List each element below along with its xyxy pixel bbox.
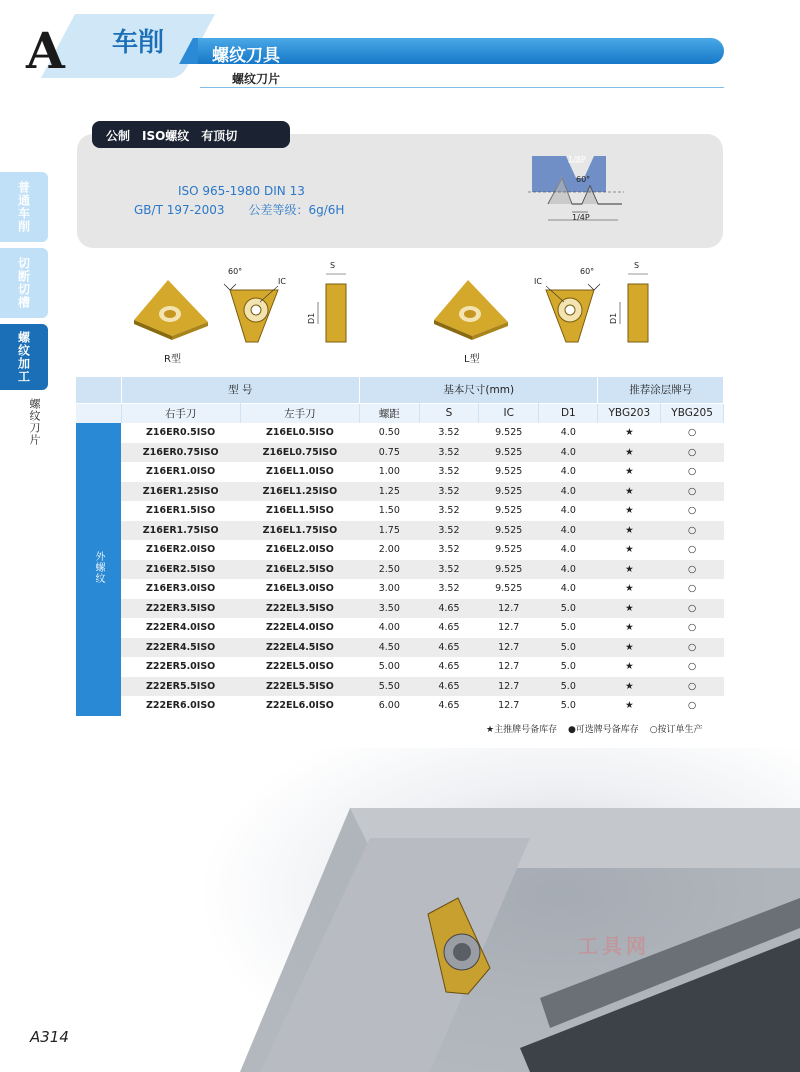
ybg203-cell: ★ (598, 638, 661, 658)
l-insert-top-view (530, 262, 606, 348)
pitch-cell: 1.50 (378, 505, 400, 517)
ybg205-cell: ○ (687, 661, 697, 673)
d1-cell: 4.0 (560, 583, 576, 595)
section-letter: A (26, 21, 65, 80)
right-hand-model: Z16ER1.25ISO (121, 482, 240, 502)
pitch-cell: 5.50 (360, 677, 420, 697)
legend (486, 722, 711, 735)
r-insert-top-view (218, 262, 294, 348)
r-insert-side-view (300, 258, 350, 348)
d1-cell: 4.0 (560, 427, 576, 439)
pitch-cell: 1.00 (378, 466, 400, 478)
ybg205-cell: ○ (661, 482, 724, 502)
table-row (76, 443, 724, 463)
left-hand-model: Z22EL4.5ISO (240, 638, 359, 658)
right-hand-model: Z16ER1.0ISO (146, 466, 216, 478)
ybg203-cell: ★ (598, 482, 661, 502)
watermark: 工具网 (578, 934, 650, 958)
pitch-cell: 0.50 (378, 427, 400, 439)
d1-cell: 4.0 (539, 443, 598, 463)
d1-cell: 5.0 (539, 599, 598, 619)
pitch-cell: 3.00 (378, 583, 400, 595)
pitch-cell: 4.50 (360, 638, 420, 658)
s-cell: 3.52 (438, 544, 460, 556)
table-row (76, 560, 724, 580)
d1-cell: 5.0 (560, 661, 576, 673)
pitch-cell: 2.50 (360, 560, 420, 580)
right-hand-model: Z22ER6.0ISO (146, 700, 216, 712)
d1-cell: 5.0 (560, 622, 576, 634)
ic-cell: 9.525 (495, 583, 523, 595)
header-ybg203: YBG203 (598, 403, 661, 423)
page-number: A314 (30, 1028, 69, 1046)
left-hand-model: Z16EL3.0ISO (265, 583, 334, 595)
d1-cell: 4.0 (539, 521, 598, 541)
d1-cell: 4.0 (539, 482, 598, 502)
thread-profile-diagram (528, 152, 624, 232)
left-hand-model: Z22EL3.5ISO (240, 599, 359, 619)
section-title: 车削 (112, 28, 165, 58)
pitch-cell: 1.75 (360, 521, 420, 541)
r-s-label: S (330, 261, 336, 270)
left-hand-model: Z22EL5.5ISO (240, 677, 359, 697)
left-hand-model: Z16EL1.75ISO (240, 521, 359, 541)
header-d1: D1 (539, 403, 598, 423)
table-row (76, 638, 724, 658)
right-hand-model: Z22ER3.5ISO (121, 599, 240, 619)
header-ybg205: YBG205 (661, 403, 724, 423)
ic-cell: 12.7 (479, 638, 539, 658)
r-insert-photo (128, 276, 212, 340)
spec-table-wrap (76, 377, 724, 716)
ybg205-cell: ○ (661, 677, 724, 697)
d1-cell: 4.0 (560, 466, 576, 478)
table-row (76, 579, 724, 599)
ybg205-cell: ○ (661, 521, 724, 541)
table-row (76, 501, 724, 521)
ic-cell: 9.525 (479, 443, 539, 463)
header-blank (76, 377, 121, 403)
right-hand-model: Z16ER2.0ISO (146, 544, 216, 556)
legend-circle: ○按订单生产 (649, 725, 703, 735)
ic-cell: 9.525 (495, 466, 523, 478)
pitch-cell: 3.50 (360, 599, 420, 619)
ic-cell: 9.525 (479, 482, 539, 502)
left-hand-model: Z16EL0.75ISO (240, 443, 359, 463)
right-hand-model: Z22ER5.0ISO (146, 661, 216, 673)
left-hand-model: Z22EL4.0ISO (265, 622, 334, 634)
ic-cell: 12.7 (498, 700, 520, 712)
standard-line-2 (134, 201, 344, 218)
ybg203-cell: ★ (625, 622, 634, 634)
ybg205-cell: ○ (661, 443, 724, 463)
spec-table-body (76, 423, 724, 716)
table-row (76, 599, 724, 619)
table-row (76, 677, 724, 697)
r-type-label: R型 (164, 354, 181, 365)
spec-panel (77, 134, 723, 248)
d1-cell: 5.0 (560, 700, 576, 712)
left-hand-model: Z22EL5.0ISO (265, 661, 334, 673)
pitch-cell: 2.00 (378, 544, 400, 556)
header-right-hand: 右手刀 (121, 403, 240, 423)
ic-cell: 12.7 (498, 622, 520, 634)
header-ic: IC (479, 403, 539, 423)
right-hand-model: Z16ER1.75ISO (121, 521, 240, 541)
ic-cell: 12.7 (479, 599, 539, 619)
pitch-cell: 6.00 (378, 700, 400, 712)
subcategory-title: 螺纹刀片 (232, 72, 281, 86)
l-angle-label: 60° (580, 267, 595, 276)
external-thread-label: 外螺纹 (76, 423, 121, 716)
header-s: S (419, 403, 479, 423)
ic-cell: 9.525 (495, 427, 523, 439)
ybg203-cell: ★ (598, 599, 661, 619)
left-hand-model: Z16EL2.5ISO (240, 560, 359, 580)
left-hand-model: Z16EL1.5ISO (265, 505, 334, 517)
ybg205-cell: ○ (687, 544, 697, 556)
ybg203-cell: ★ (625, 427, 634, 439)
right-hand-model: Z16ER2.5ISO (121, 560, 240, 580)
d1-cell: 4.0 (539, 560, 598, 580)
d1-cell: 5.0 (539, 638, 598, 658)
ic-cell: 12.7 (479, 677, 539, 697)
s-cell: 3.52 (419, 560, 479, 580)
table-row (76, 423, 724, 443)
right-hand-model: Z16ER0.75ISO (121, 443, 240, 463)
ybg205-cell: ○ (661, 599, 724, 619)
right-hand-model: Z16ER3.0ISO (146, 583, 216, 595)
ybg203-cell: ★ (625, 700, 634, 712)
s-cell: 4.65 (419, 599, 479, 619)
right-hand-model: Z22ER5.5ISO (121, 677, 240, 697)
header-dims-group: 基本尺寸(mm) (360, 377, 598, 403)
ic-cell: 12.7 (498, 661, 520, 673)
ybg203-cell: ★ (625, 583, 634, 595)
s-cell: 3.52 (438, 583, 460, 595)
ybg205-cell: ○ (687, 622, 697, 634)
ic-cell: 9.525 (495, 544, 523, 556)
ybg203-cell: ★ (625, 544, 634, 556)
ybg203-cell: ★ (625, 661, 634, 673)
ybg203-cell: ★ (598, 560, 661, 580)
left-hand-model: Z16EL2.0ISO (265, 544, 334, 556)
s-cell: 3.52 (438, 505, 460, 517)
ybg203-cell: ★ (625, 466, 634, 478)
side-tab-general-turning[interactable]: 普通车削 (0, 172, 48, 242)
s-cell: 3.52 (419, 521, 479, 541)
left-hand-model: Z16EL1.0ISO (265, 466, 334, 478)
table-row (76, 540, 724, 560)
table-row (76, 482, 724, 502)
left-hand-model: Z16EL1.25ISO (240, 482, 359, 502)
ybg203-cell: ★ (625, 505, 634, 517)
right-hand-model: Z16ER1.5ISO (146, 505, 216, 517)
s-cell: 3.52 (419, 443, 479, 463)
s-cell: 4.65 (438, 661, 460, 673)
ic-cell: 9.525 (479, 521, 539, 541)
r-d1-label: D1 (307, 312, 316, 324)
r-angle-label: 60° (228, 267, 243, 276)
side-tab-parting-grooving[interactable]: 切断切槽 (0, 248, 48, 318)
d1-cell: 5.0 (539, 677, 598, 697)
table-row (76, 618, 724, 638)
ybg203-cell: ★ (598, 677, 661, 697)
s-cell: 3.52 (419, 482, 479, 502)
ybg205-cell: ○ (687, 700, 697, 712)
d1-cell: 4.0 (560, 505, 576, 517)
header-model-group: 型 号 (121, 377, 360, 403)
s-cell: 3.52 (438, 427, 460, 439)
spec-table (76, 377, 724, 716)
product-photo (200, 748, 800, 1072)
ybg203-cell: ★ (598, 521, 661, 541)
ybg205-cell: ○ (687, 505, 697, 517)
profile-top-label: 1/8P (568, 155, 586, 164)
s-cell: 4.65 (438, 622, 460, 634)
standard-line-1: ISO 965-1980 DIN 13 (178, 184, 305, 198)
table-row (76, 657, 724, 677)
d1-cell: 4.0 (560, 544, 576, 556)
l-insert-side-view (602, 258, 652, 348)
left-hand-model: Z16EL0.5ISO (265, 427, 334, 439)
right-hand-model: Z22ER4.5ISO (121, 638, 240, 658)
header-blank-2 (76, 403, 121, 423)
standard-gb: GB/T 197-2003 (134, 203, 225, 217)
l-type-label: L型 (464, 354, 480, 365)
s-cell: 4.65 (438, 700, 460, 712)
right-hand-model: Z16ER0.5ISO (146, 427, 216, 439)
legend-star: ★主推牌号备库存 (486, 725, 558, 735)
header-divider (200, 87, 724, 88)
pitch-cell: 0.75 (360, 443, 420, 463)
header-grade-group: 推荐涂层牌号 (598, 377, 724, 403)
s-cell: 4.65 (419, 638, 479, 658)
legend-dot: ●可选牌号备库存 (567, 725, 639, 735)
pitch-cell: 4.00 (378, 622, 400, 634)
ybg205-cell: ○ (661, 638, 724, 658)
profile-angle-label: 60° (576, 175, 591, 184)
table-row (76, 696, 724, 716)
side-subtab-label: 螺纹刀片 (28, 398, 41, 446)
l-d1-label: D1 (609, 312, 618, 324)
pitch-cell: 5.00 (378, 661, 400, 673)
category-title: 螺纹刀具 (212, 46, 280, 66)
right-hand-model: Z22ER4.0ISO (146, 622, 216, 634)
tolerance-grade: 公差等级：6g/6H (248, 203, 345, 217)
l-insert-photo (428, 276, 512, 340)
s-cell: 4.65 (419, 677, 479, 697)
ic-cell: 9.525 (495, 505, 523, 517)
profile-bottom-label: 1/4P (572, 213, 590, 222)
table-row (76, 462, 724, 482)
ybg205-cell: ○ (687, 466, 697, 478)
l-s-label: S (634, 261, 640, 270)
header-pitch: 螺距 (360, 403, 420, 423)
ybg205-cell: ○ (687, 427, 697, 439)
r-ic-label: IC (278, 277, 286, 286)
ybg203-cell: ★ (598, 443, 661, 463)
pitch-cell: 1.25 (360, 482, 420, 502)
ic-cell: 9.525 (479, 560, 539, 580)
side-tab-threading[interactable]: 螺纹加工 (0, 324, 48, 390)
panel-tag: 公制 ISO螺纹 有顶切 (92, 121, 290, 148)
header-left-hand: 左手刀 (240, 403, 359, 423)
ybg205-cell: ○ (661, 560, 724, 580)
l-ic-label: IC (534, 277, 542, 286)
left-hand-model: Z22EL6.0ISO (265, 700, 334, 712)
table-row (76, 521, 724, 541)
s-cell: 3.52 (438, 466, 460, 478)
ybg205-cell: ○ (687, 583, 697, 595)
